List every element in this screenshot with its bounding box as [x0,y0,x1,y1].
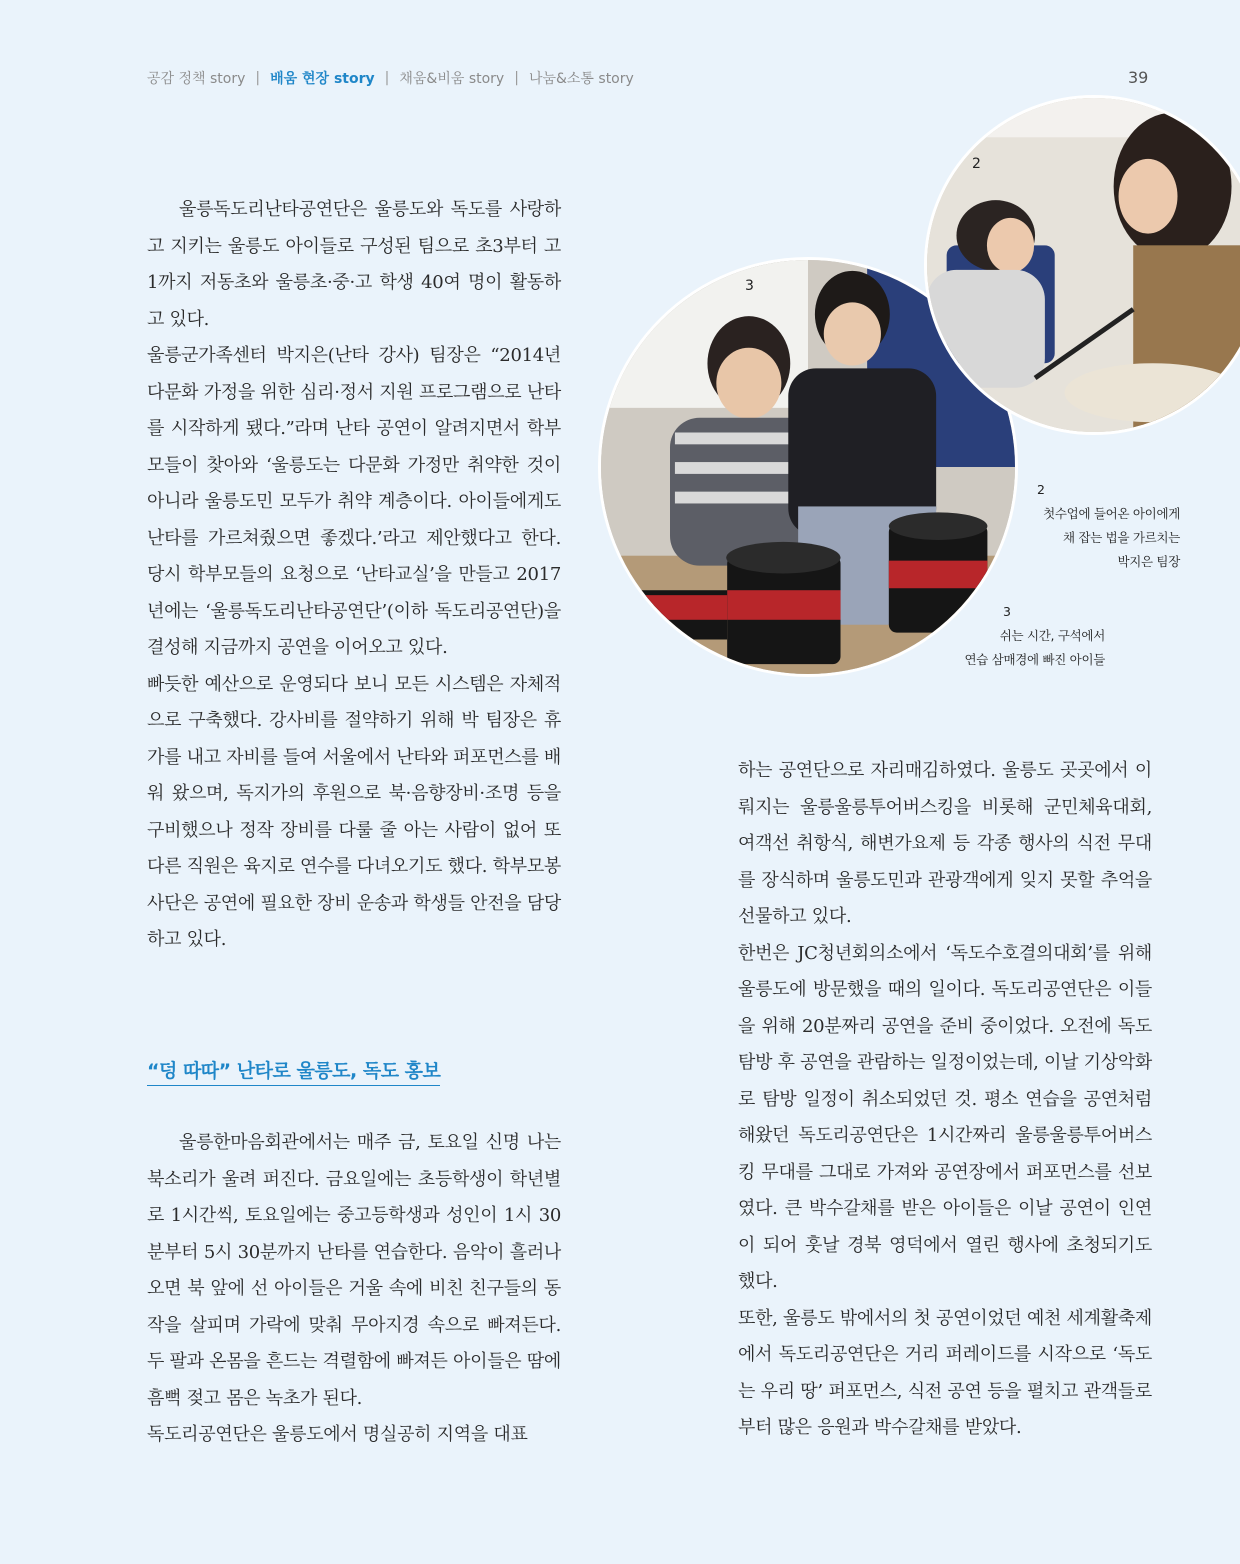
nav-separator: | [255,70,261,86]
page-number: 39 [1128,68,1149,87]
caption-2-line: 박지은 팀장 [1117,554,1180,569]
nav-item-learning-active[interactable]: 배움 현장 story [270,71,375,87]
paragraph: 또한, 울릉도 밖에서의 첫 공연이었던 예천 세계활축제에서 독도리공연단은 거리 퍼레이드를 시작으로 ‘독도는 우리 땅’ 퍼포먼스, 식전 공연 등을 펼치고 관객들로부터 많은 응원과 박수갈채를 받았다. [738,1307,1152,1438]
article-column-right [738,753,1152,1447]
paragraph: 울릉독도리난타공연단은 울릉도와 독도를 사랑하고 지키는 울릉도 아이들로 구성된 팀으로 초3부터 고1까지 저동초와 울릉초·중·고 학생 40여 명이 활동하고 있다. [147,199,561,330]
nav-item-sharing[interactable]: 나눔&소통 story [528,71,634,87]
photo-3-number: 3 [745,278,754,294]
section-nav [147,68,634,88]
paragraph: 울릉한마음회관에서는 매주 금, 토요일 신명 나는 북소리가 울려 퍼진다. 금요일에는 초등학생이 학년별로 1시간씩, 토요일에는 중고등학생과 성인이 1시 30분부터 5시 30분까지 난타를 연습한다. 음악이 흘러나오면 북 앞에 선 아이들은 거울 속에 비친 친구들의 동작을 살피며 가락에 맞춰 무아지경 속으로 빠져든다. 두 팔과 온몸을 흔드는 격렬함에 빠져든 아이들은 땀에 흠뻑 젖고 몸은 녹초가 된다. [147,1132,561,1409]
nav-separator: | [384,70,390,86]
paragraph: 독도리공연단은 울릉도에서 명실공히 지역을 대표 [147,1424,528,1445]
caption-3-line: 연습 삼매경에 빠진 아이들 [964,652,1105,667]
caption-2-number: 2 [1037,482,1045,497]
paragraph: 울릉군가족센터 박지은(난타 강사) 팀장은 “2014년 다문화 가정을 위한 심리·정서 지원 프로그램으로 난타를 시작하게 됐다.”라며 난타 공연이 알려지면서 학부모들이 찾아와 ‘울릉도는 다문화 가정만 취약한 것이 아니라 울릉도민 모두가 취약 계층이다. 아이들에게도 난타를 가르쳐줬으면 좋겠다.’라고 제안했다고 한다. 당시 학부모들의 요청으로 ‘난타교실’을 만들고 2017년에는 ‘울릉독도리난타공연단’(이하 독도리공연단)을 결성해 지금까지 공연을 이어오고 있다. [147,345,561,658]
caption-3-line: 쉬는 시간, 구석에서 [999,628,1105,643]
paragraph: 하는 공연단으로 자리매김하였다. 울릉도 곳곳에서 이뤄지는 울릉울릉투어버스킹을 비롯해 군민체육대회, 여객선 취항식, 해변가요제 등 각종 행사의 식전 무대를 장식하며 울릉도민과 관광객에게 잊지 못할 추억을 선물하고 있다. [738,760,1152,927]
nav-item-filling[interactable]: 채움&비움 story [399,71,505,87]
section-subheading: “덩 따따” 난타로 울릉도, 독도 홍보 [147,1056,440,1086]
caption-2-line: 채 잡는 법을 가르치는 [1063,530,1180,545]
nav-separator: | [514,70,519,86]
paragraph: 빠듯한 예산으로 운영되다 보니 모든 시스템은 자체적으로 구축했다. 강사비를 절약하기 위해 박 팀장은 휴가를 내고 자비를 들여 서울에서 난타와 퍼포먼스를 배워 왔으며, 독지가의 후원으로 북·음향장비·조명 등을 구비했으나 정작 장비를 다룰 줄 아는 사람이 없어 또 다른 직원은 육지로 연수를 다녀오기도 했다. 학부모봉사단은 공연에 필요한 장비 운송과 학생들 안전을 담당하고 있다. [147,673,561,950]
caption-photo-2 [1020,478,1180,574]
caption-2-line: 첫수업에 들어온 아이에게 [1043,506,1180,521]
article-column-left-top [147,192,561,959]
nav-item-empathy[interactable]: 공감 정책 story [147,71,246,87]
caption-photo-3 [945,600,1105,672]
paragraph: 한번은 JC청년회의소에서 ‘독도수호결의대회’를 위해 울릉도에 방문했을 때의 일이다. 독도리공연단은 이들을 위해 20분짜리 공연을 준비 중이었다. 오전에 독도 탐방 후 공연을 관람하는 일정이었는데, 이날 기상악화로 탐방 일정이 취소되었던 것. 평소 연습을 공연처럼 해왔던 독도리공연단은 1시간짜리 울릉울릉투어버스킹 무대를 그대로 가져와 공연장에서 퍼포먼스를 선보였다. 큰 박수갈채를 받은 아이들은 이날 공연이 인연이 되어 훗날 경북 영덕에서 열린 행사에 초청되기도 했다. [738,942,1152,1292]
caption-3-number: 3 [1003,604,1011,619]
photo-2-number: 2 [972,156,981,172]
article-column-left-bottom [147,1125,561,1454]
